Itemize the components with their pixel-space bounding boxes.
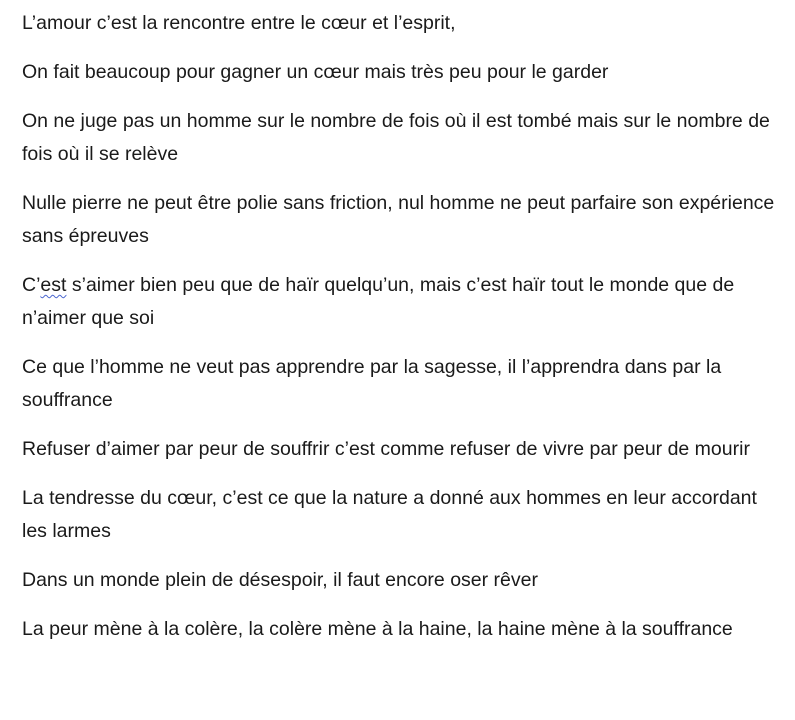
quote-paragraph-2: On fait beaucoup pour gagner un cœur mais très peu pour le garder xyxy=(22,61,609,83)
quote-paragraph-6: Ce que l’homme ne veut pas apprendre par la sagesse, il l’apprendra dans par la souffrance xyxy=(22,356,722,411)
quote-paragraph-4: Nulle pierre ne peut être polie sans friction, nul homme ne peut parfaire son expérience sans épreuves xyxy=(22,192,775,247)
quote-paragraph-9: Dans un monde plein de désespoir, il faut encore oser rêver xyxy=(22,569,538,591)
quote-paragraph-5 xyxy=(22,269,785,335)
quote-paragraph-1: L’amour c’est la rencontre entre le cœur et l’esprit, xyxy=(22,12,456,34)
quote-paragraph-3: On ne juge pas un homme sur le nombre de fois où il est tombé mais sur le nombre de fois où il se relève xyxy=(22,110,770,165)
quote-5-prefix: C’ xyxy=(22,274,41,296)
spellcheck-flagged-word[interactable]: est xyxy=(40,274,67,296)
quote-paragraph-8: La tendresse du cœur, c’est ce que la nature a donné aux hommes en leur accordant les larmes xyxy=(22,487,757,542)
quote-paragraph-7: Refuser d’aimer par peur de souffrir c’est comme refuser de vivre par peur de mourir xyxy=(22,438,750,460)
quote-5-rest: s’aimer bien peu que de haïr quelqu’un, mais c’est haïr tout le monde que de n’aimer que soi xyxy=(22,274,735,329)
quote-paragraph-10: La peur mène à la colère, la colère mène à la haine, la haine mène à la souffrance xyxy=(22,618,733,640)
